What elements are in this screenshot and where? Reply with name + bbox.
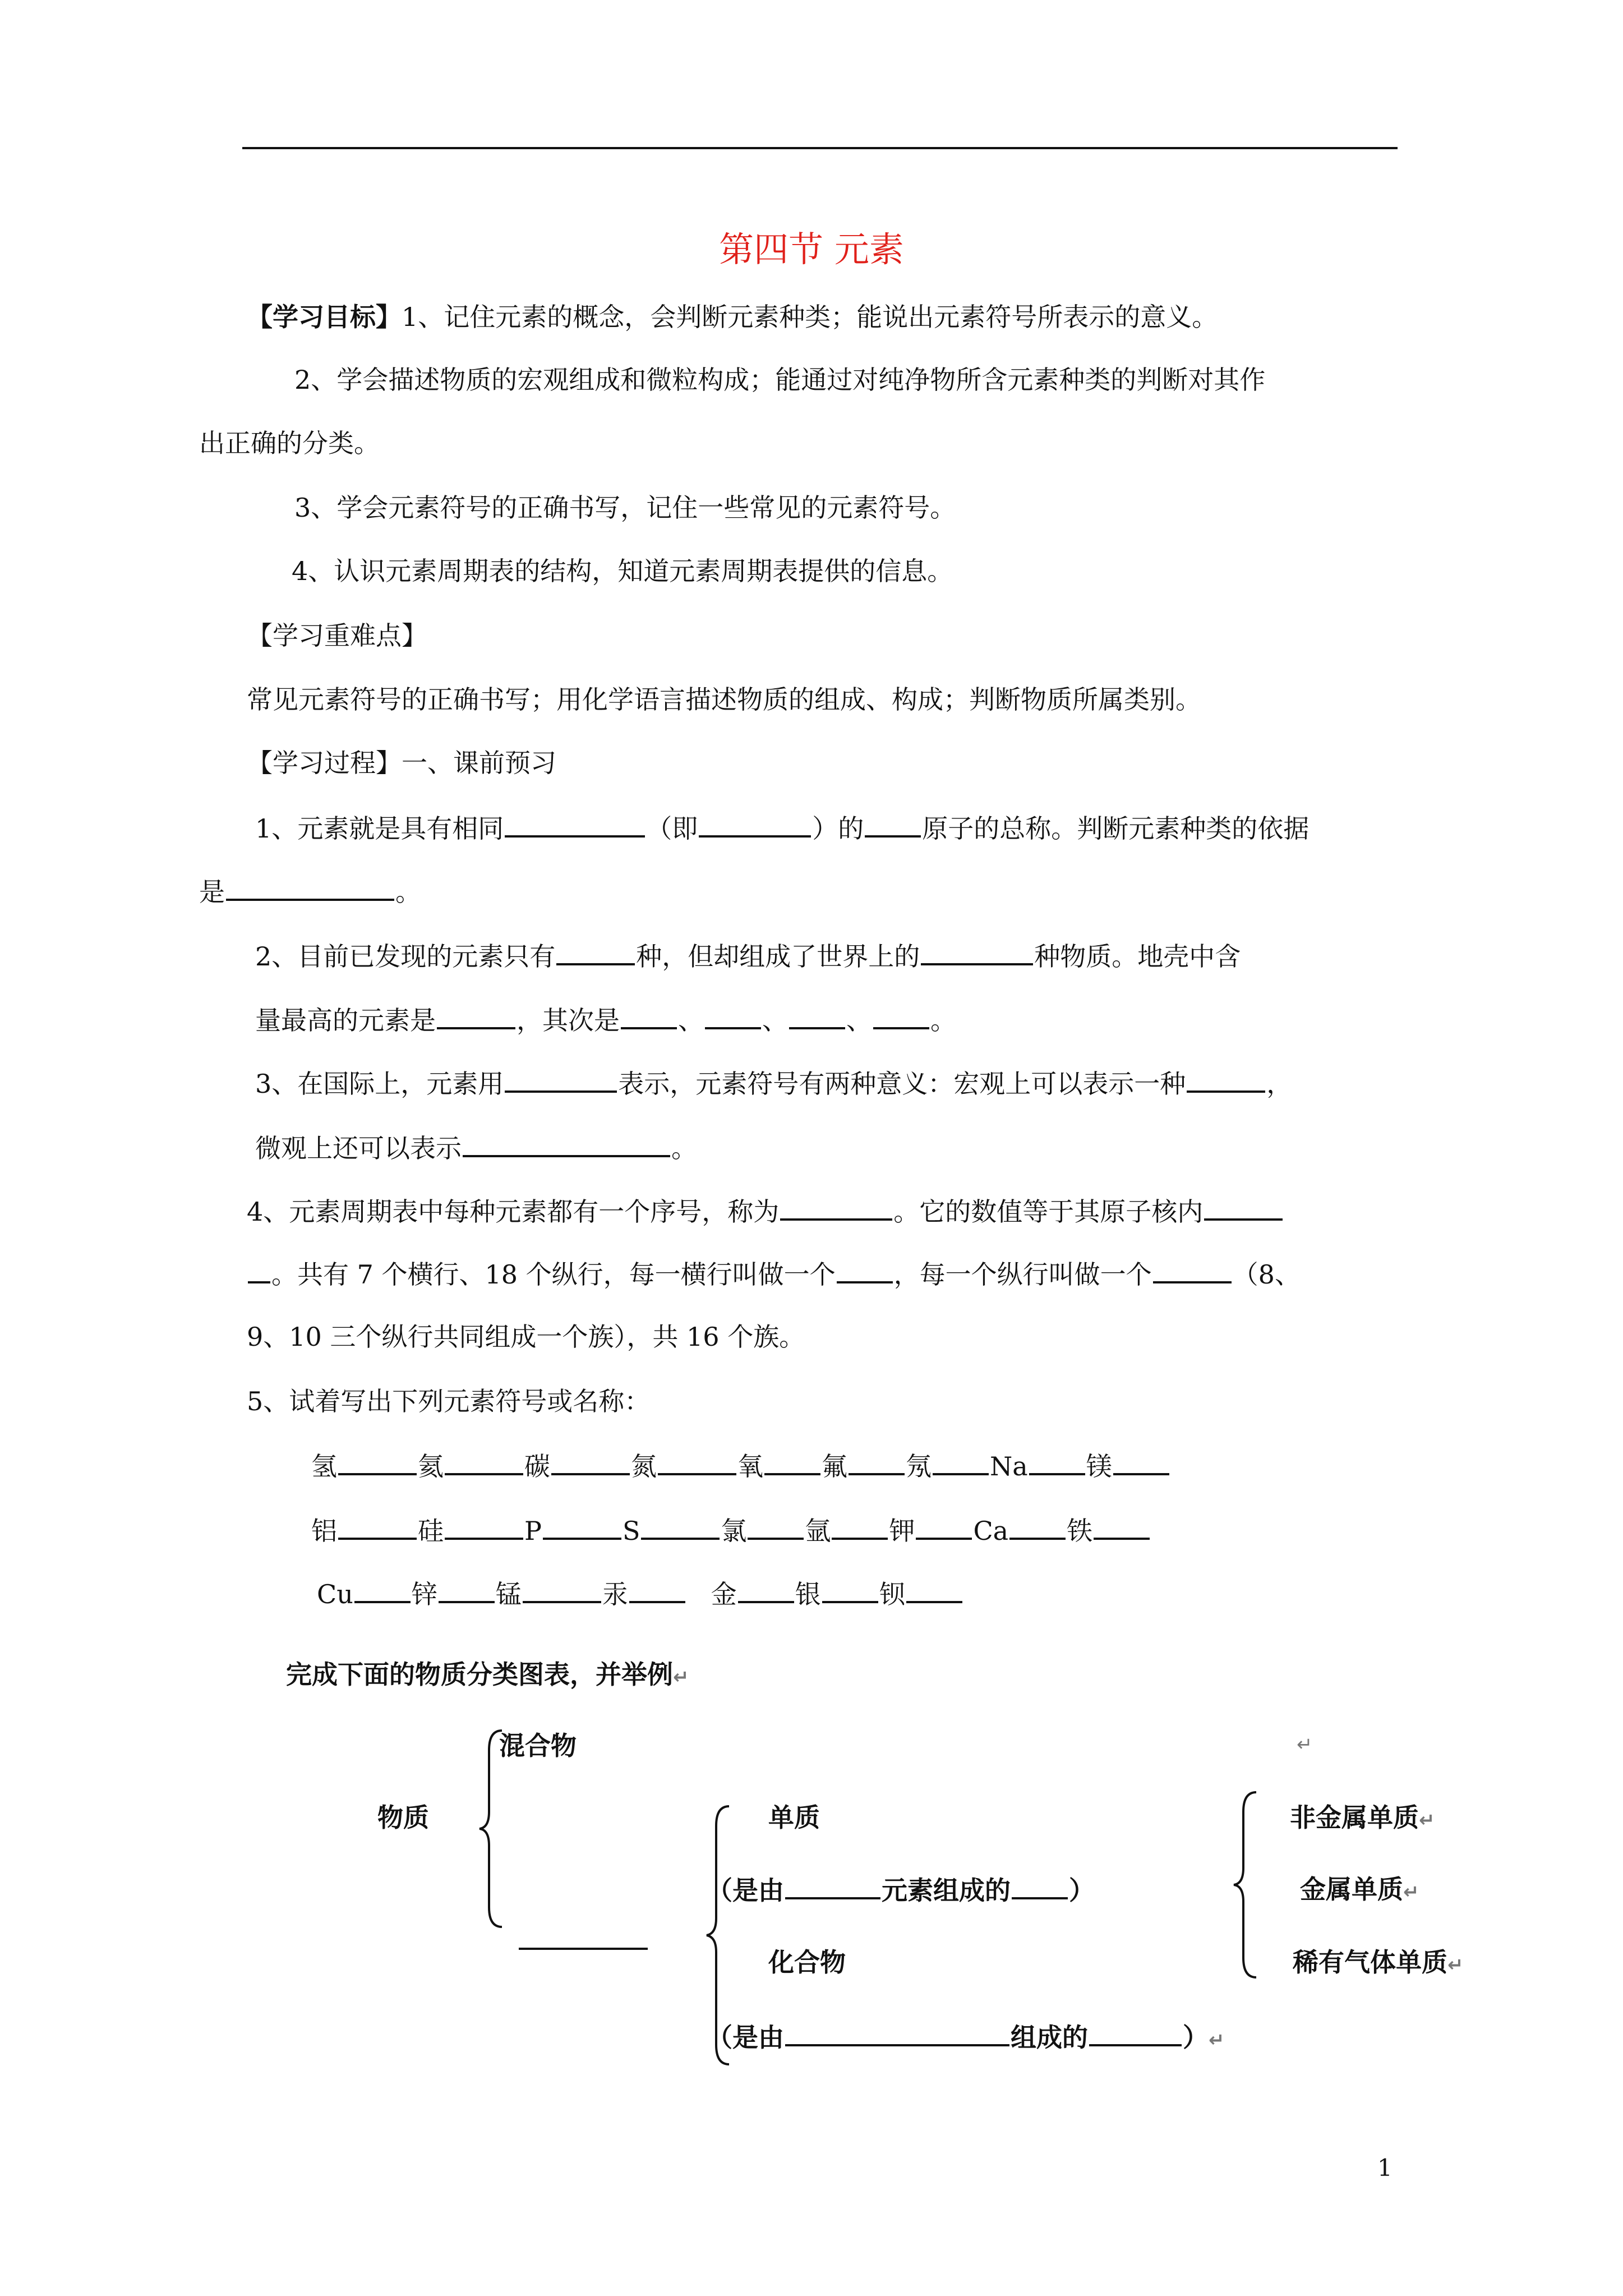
element-label: 氦 — [418, 1451, 444, 1481]
goal-4: 4、认识元素周期表的结构，知道元素周期表提供的信息。 — [292, 556, 953, 586]
return-mark-icon: ↵ — [673, 1666, 689, 1688]
element-row-3 — [317, 1576, 963, 1611]
element-label: Ca — [973, 1516, 1009, 1546]
nonmetal-label — [1290, 1801, 1435, 1837]
q4-blank-1[interactable] — [780, 1194, 892, 1221]
question-5-prompt: 5、试着写出下列元素符号或名称： — [247, 1386, 651, 1416]
q3-text-c: ， — [1266, 1069, 1293, 1099]
element-label: 氢 — [311, 1451, 337, 1481]
q3-blank-2[interactable] — [1187, 1066, 1265, 1093]
q4-text-e: （8、 — [1232, 1259, 1301, 1290]
element-label: S — [622, 1516, 640, 1546]
process-line — [247, 746, 556, 780]
q4-text-c: 。共有 7 个横行、18 个纵行，每一横行叫做一个 — [271, 1259, 836, 1290]
q1-text-c: ）的 — [812, 813, 864, 844]
element-blank[interactable] — [338, 1448, 417, 1475]
q4-text-a: 4、元素周期表中每种元素都有一个序号，称为 — [247, 1197, 780, 1227]
element-blank[interactable] — [658, 1448, 736, 1475]
element-label: P — [524, 1516, 542, 1546]
element-label: 氖 — [906, 1451, 932, 1481]
compound-note-blank-1[interactable] — [785, 2019, 1009, 2046]
question-1-line-1 — [255, 811, 1309, 845]
q2-text-a: 2、目前已发现的元素只有 — [255, 941, 556, 972]
simple-substance-brace — [1231, 1789, 1265, 1980]
mixture-label: 混合物 — [499, 1731, 577, 1761]
q2-blank-1[interactable] — [556, 938, 635, 965]
return-mark-icon: ↵ — [1403, 1881, 1419, 1903]
goal-3: 3、学会元素符号的正确书写，记住一些常见的元素符号。 — [294, 493, 956, 523]
q3-text-d: 微观上还可以表示 — [255, 1133, 462, 1163]
q2-blank-6[interactable] — [789, 1002, 845, 1029]
q3-blank-1[interactable] — [505, 1066, 617, 1093]
question-2-line-1 — [255, 938, 1241, 973]
element-blank[interactable] — [916, 1513, 972, 1540]
element-blank[interactable] — [748, 1513, 804, 1540]
q4-blank-4[interactable] — [1153, 1257, 1232, 1283]
element-blank[interactable] — [1029, 1448, 1085, 1475]
element-label: 氯 — [721, 1516, 747, 1546]
q3-text-e: 。 — [671, 1133, 697, 1163]
element-row-1 — [311, 1448, 1170, 1483]
element-label: Na — [990, 1451, 1028, 1481]
simple-note-blank-1[interactable] — [785, 1872, 880, 1899]
q2-blank-4[interactable] — [621, 1002, 677, 1029]
metal-text: 金属单质 — [1300, 1874, 1403, 1904]
element-blank[interactable] — [1009, 1513, 1066, 1540]
goals-line-1 — [247, 300, 1218, 334]
element-blank[interactable] — [1113, 1448, 1169, 1475]
element-label: 铝 — [311, 1516, 337, 1546]
q2-text-c: 种物质。地壳中含 — [1034, 941, 1241, 972]
q1-text-b: （即 — [646, 813, 698, 844]
simple-substance-note — [707, 1872, 1095, 1907]
q4-text-d: ，每一个纵行叫做一个 — [893, 1259, 1152, 1290]
return-mark-icon: ↵ — [1447, 1954, 1464, 1976]
element-label: 硅 — [418, 1516, 444, 1546]
question-2-line-2 — [255, 1002, 956, 1037]
noble-gas-text: 稀有气体单质 — [1293, 1947, 1447, 1977]
matter-brace — [477, 1728, 510, 1930]
element-blank[interactable] — [445, 1513, 523, 1540]
element-label: 银 — [795, 1579, 821, 1609]
compound-note — [707, 2019, 1225, 2057]
goal-2a: 2、学会描述物质的宏观组成和微粒构成；能通过对纯净物所含元素种类的判断对其作 — [294, 365, 1266, 395]
compound-note-blank-2[interactable] — [1089, 2019, 1182, 2046]
q1-blank-4[interactable] — [226, 874, 394, 901]
question-1-line-2 — [199, 874, 421, 909]
element-blank[interactable] — [551, 1448, 630, 1475]
matter-label: 物质 — [377, 1802, 429, 1833]
compound-note-b: 组成的 — [1011, 2022, 1088, 2053]
element-label: 氩 — [805, 1516, 831, 1546]
element-blank[interactable] — [629, 1576, 685, 1603]
question-4-line-1 — [247, 1194, 1284, 1228]
q1-blank-2[interactable] — [699, 811, 811, 838]
process-label: 【学习过程】 — [247, 748, 402, 778]
q2-blank-2[interactable] — [921, 938, 1033, 965]
question-3-line-2 — [255, 1130, 697, 1165]
q1-text-e: 是 — [199, 877, 225, 907]
element-blank[interactable] — [445, 1448, 523, 1475]
question-3-line-1 — [255, 1066, 1292, 1101]
element-blank[interactable] — [832, 1513, 888, 1540]
element-blank[interactable] — [354, 1576, 411, 1603]
element-label: 氧 — [737, 1451, 763, 1481]
q2-sep: 、 — [846, 1005, 872, 1036]
element-blank[interactable] — [543, 1513, 621, 1540]
goals-label: 【学习目标】 — [247, 302, 402, 332]
q4-blank-2-cont[interactable] — [248, 1257, 270, 1283]
q3-text-b: 表示，元素符号有两种意义：宏观上可以表示一种 — [618, 1069, 1186, 1099]
q2-end: 。 — [930, 1005, 956, 1036]
q3-text-a: 3、在国际上，元素用 — [255, 1069, 504, 1099]
noble-gas-label — [1293, 1945, 1464, 1982]
element-label: 钾 — [889, 1516, 915, 1546]
return-mark-icon: ↵ — [1419, 1809, 1435, 1832]
element-label: Cu — [317, 1579, 353, 1609]
goal-2b: 出正确的分类。 — [199, 428, 380, 458]
element-label: 钡 — [879, 1579, 905, 1609]
question-4-line-2 — [247, 1257, 1301, 1291]
classification-heading — [286, 1658, 689, 1694]
q4-blank-2[interactable] — [1204, 1194, 1283, 1221]
page-number: 1 — [1377, 2154, 1393, 2182]
return-mark-icon: ↵ — [1297, 1733, 1313, 1756]
key-points-text: 常见元素符号的正确书写；用化学语言描述物质的组成、构成；判断物质所属类别。 — [247, 684, 1201, 715]
q2-text-e: ，其次是 — [517, 1005, 620, 1036]
q2-blank-3[interactable] — [437, 1002, 515, 1029]
q2-text-b: 种，但却组成了世界上的 — [636, 941, 920, 972]
element-label: 锰 — [495, 1579, 522, 1609]
compound-label: 化合物 — [768, 1947, 846, 1977]
q4-text-b: 。它的数值等于其原子核内 — [893, 1197, 1204, 1227]
simple-note-blank-2[interactable] — [1012, 1872, 1068, 1899]
q1-text-d: 原子的总称。判断元素种类的依据 — [922, 813, 1310, 844]
element-blank[interactable] — [439, 1576, 495, 1603]
element-label: 铁 — [1067, 1516, 1093, 1546]
element-blank[interactable] — [738, 1576, 794, 1603]
q3-blank-3[interactable] — [463, 1130, 670, 1157]
element-blank[interactable] — [641, 1513, 720, 1540]
element-label: 锌 — [411, 1579, 437, 1609]
question-4-line-3: 9、10 三个纵行共同组成一个族），共 16 个族。 — [247, 1322, 805, 1352]
q2-blank-5[interactable] — [705, 1002, 761, 1029]
q2-sep: 、 — [678, 1005, 704, 1036]
simple-note-a: （是由 — [707, 1875, 784, 1906]
element-label: 氮 — [631, 1451, 657, 1481]
classification-heading-text: 完成下面的物质分类图表，并举例 — [286, 1659, 673, 1690]
pure-substance-blank[interactable] — [519, 1948, 648, 1950]
element-blank[interactable] — [1094, 1513, 1150, 1540]
element-label: 汞 — [602, 1579, 628, 1609]
process-section: 一、课前预习 — [402, 748, 556, 778]
compound-note-c: ） — [1183, 2022, 1209, 2053]
q1-blank-1[interactable] — [505, 811, 645, 838]
element-blank[interactable] — [764, 1448, 820, 1475]
simple-note-b: 元素组成的 — [882, 1875, 1011, 1906]
element-label: 碳 — [524, 1451, 550, 1481]
metal-label — [1300, 1872, 1419, 1909]
element-blank[interactable] — [849, 1448, 905, 1475]
element-label: 金 — [711, 1579, 737, 1609]
goal-1: 1、记住元素的概念，会判断元素种类；能说出元素符号所表示的意义。 — [402, 302, 1218, 332]
q1-blank-3[interactable] — [865, 811, 921, 838]
element-row-2 — [311, 1513, 1151, 1548]
q1-text-a: 1、元素就是具有相同 — [255, 813, 504, 844]
q4-blank-3[interactable] — [837, 1257, 893, 1283]
element-blank[interactable] — [906, 1576, 962, 1603]
element-blank[interactable] — [822, 1576, 878, 1603]
element-label: 镁 — [1086, 1451, 1112, 1481]
element-label: 氟 — [822, 1451, 847, 1481]
simple-substance-label: 单质 — [768, 1802, 820, 1833]
q1-text-f: 。 — [395, 877, 421, 907]
q2-sep: 、 — [762, 1005, 788, 1036]
element-blank[interactable] — [523, 1576, 601, 1603]
element-blank[interactable] — [338, 1513, 417, 1540]
compound-note-a: （是由 — [707, 2022, 784, 2053]
page-title: 第四节 元素 — [719, 229, 904, 270]
element-blank[interactable] — [933, 1448, 989, 1475]
simple-note-c: ） — [1069, 1875, 1095, 1906]
return-mark-icon: ↵ — [1209, 2029, 1225, 2051]
header-rule — [242, 147, 1398, 149]
key-points-label: 【学习重难点】 — [247, 620, 427, 651]
q2-blank-7[interactable] — [873, 1002, 929, 1029]
q2-text-d: 量最高的元素是 — [255, 1005, 436, 1036]
nonmetal-text: 非金属单质 — [1290, 1802, 1419, 1833]
